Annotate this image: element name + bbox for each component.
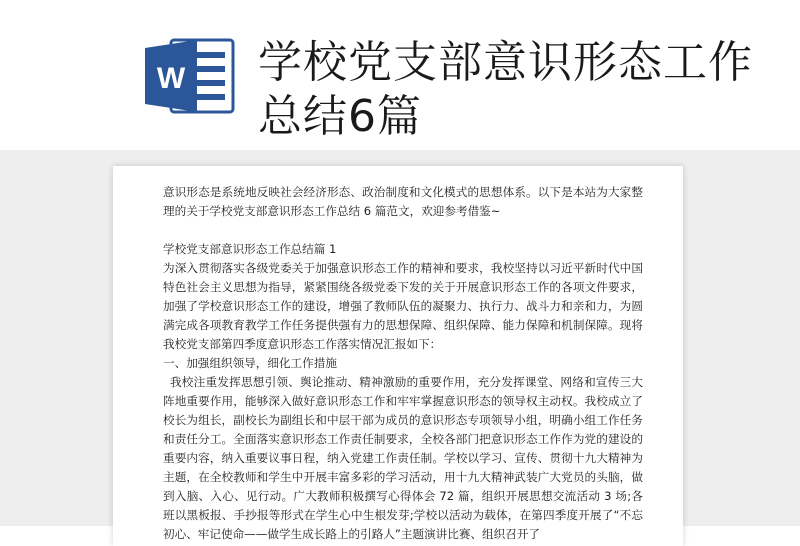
document-page — [113, 166, 683, 546]
word-icon-letter: W — [156, 62, 186, 95]
section-title: 学校党支部意识形态工作总结篇 1 — [163, 242, 337, 256]
body-paragraph: 我校注重发挥思想引领、舆论推动、精神激励的重要作用，充分发挥课堂、网络和宣传三大阵地重要作用，能够深入做好意识形态工作和牢牢掌握意识形态的领导权主动权。我校成立了校长为组长，副校长为副组长和中层干部为成员的意识形态专项领导小组，明确小组工作任务和责任分工。全面落实意识形态工作责任制要求，全校各部门把意识形态工作作为党的建设的重要内容，纳入重要议事日程，纳入党建工作责任制。学校以学习、宣传、贯彻十九大精神为主题，在全校教师和学生中开展丰富多彩的学习活动，用十九大精神武装广大党员的头脑，做到入脑、入心、见行动。广大教师积极撰写心得体会 72 篇，组织开展思想交流活动 3 场;各班以黑板报、手抄报等形式在学生心中生根发芽;学校以活动为载体，在第四季度开展了“不忘初心、牢记使命——做学生成长路上的引路人”主题演讲比赛、组织召开了 — [163, 375, 643, 541]
word-document-icon — [141, 36, 237, 116]
intro-paragraph: 意识形态是系统地反映社会经济形态、政治制度和文化模式的思想体系。以下是本站为大家整理的关于学校党支部意识形态工作总结 6 篇范文，欢迎参考借鉴~ — [163, 185, 643, 218]
header — [0, 0, 800, 150]
body-paragraph: 为深入贯彻落实各级党委关于加强意识形态工作的精神和要求，我校坚持以习近平新时代中国特色社会主义思想为指导，紧紧围绕各级党委下发的关于开展意识形态工作的各项文件要求，加强了学校意识形态工作的建设，增强了教师队伍的凝聚力、执行力、战斗力和亲和力，为圆满完成各项教育教学工作任务提供强有力的思想保障、组织保障、能力保障和机制保障。现将我校党支部第四季度意识形态工作落实情况汇报如下： — [163, 261, 643, 351]
section-heading: 一、加强组织领导，细化工作措施 — [163, 356, 337, 370]
page-title: 学校党支部意识形态工作总结6篇 — [258, 37, 753, 142]
document-body — [163, 183, 643, 544]
